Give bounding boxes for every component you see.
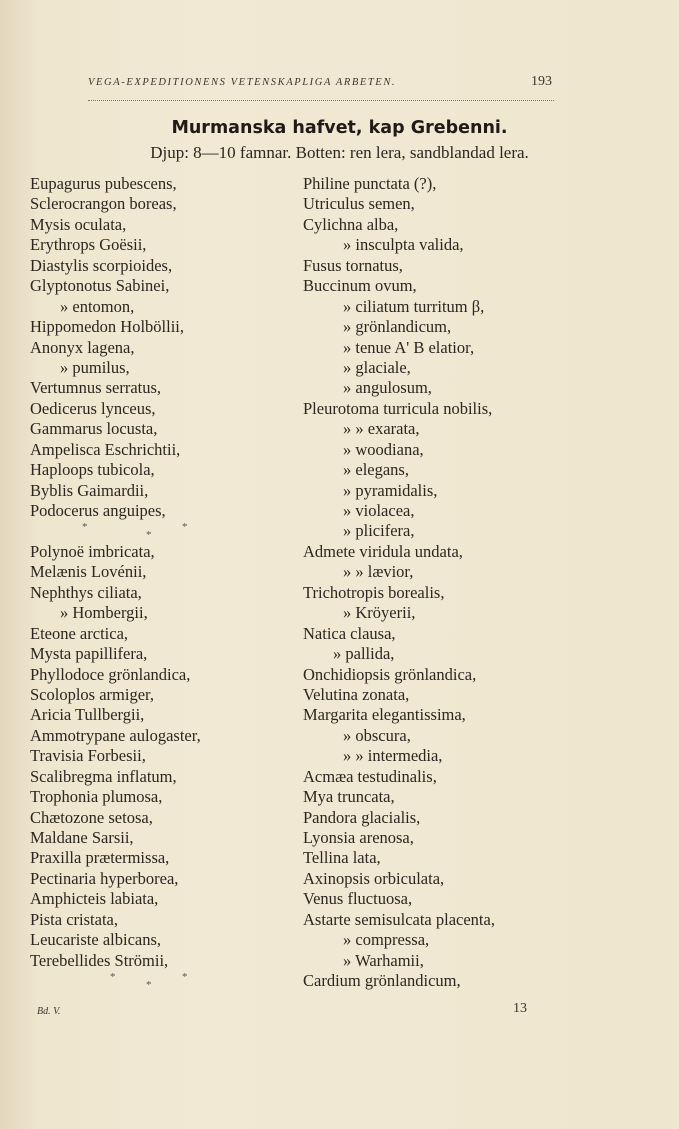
species-line: Mysta papillifera,	[30, 644, 148, 664]
species-line: Margarita elegantissima,	[303, 705, 466, 725]
species-line: Trichotropis borealis,	[303, 582, 445, 602]
species-line: Fusus tornatus,	[303, 255, 403, 275]
species-line: » Hombergii,	[60, 603, 148, 623]
species-line: Terebellides Strömii,	[30, 950, 169, 970]
species-line: Acmæa testudinalis,	[303, 766, 437, 786]
species-line: Leucariste albicans,	[30, 930, 162, 950]
asterisk: *	[146, 529, 152, 542]
header-rule	[88, 100, 554, 101]
species-line: Lyonsia arenosa,	[303, 828, 414, 847]
species-line: » » lævior,	[343, 562, 414, 582]
species-line: Maldane Sarsii,	[30, 828, 134, 847]
species-line: Glyptonotus Sabinei,	[30, 276, 170, 296]
species-line: Scoloplos armiger,	[30, 684, 154, 704]
species-line: Mya truncata,	[303, 787, 395, 807]
species-line: Travisia Forbesii,	[30, 746, 146, 766]
species-line: Buccinum ovum,	[303, 276, 417, 296]
species-line: Philine punctata (?),	[303, 174, 437, 193]
species-line: Hippomedon Holböllii,	[30, 317, 184, 337]
species-line: Aricia Tullbergii,	[30, 705, 145, 725]
species-line: » grönlandicum,	[343, 317, 452, 337]
species-line: » elegans,	[343, 460, 409, 480]
species-line: » violacea,	[343, 501, 415, 520]
species-line: Astarte semisulcata placenta,	[303, 909, 495, 929]
species-line: Pandora glacialis,	[303, 807, 421, 827]
species-line: » insculpta valida,	[343, 235, 464, 255]
species-line: » » exarata,	[343, 419, 420, 439]
species-line: Venus fluctuosa,	[303, 889, 413, 909]
species-line: Polynoë imbricata,	[30, 541, 155, 561]
species-line: » glaciale,	[343, 357, 411, 377]
species-line: » pumilus,	[60, 357, 130, 377]
species-line: Podocerus anguipes,	[30, 501, 166, 520]
species-line: Scalibregma inflatum,	[30, 766, 177, 786]
species-line: Chætozone setosa,	[30, 807, 153, 827]
species-line: Vertumnus serratus,	[30, 378, 162, 398]
running-head: VEGA-EXPEDITIONENS VETENSKAPLIGA ARBETEN.	[88, 77, 397, 88]
species-line: » Warhamii,	[343, 950, 424, 970]
species-line: Amphicteis labiata,	[30, 889, 159, 909]
species-line: » entomon,	[60, 296, 135, 316]
species-line: Pectinaria hyperborea,	[30, 868, 179, 888]
species-line: Mysis oculata,	[30, 214, 127, 234]
species-line: Cardium grönlandicum,	[303, 971, 461, 991]
species-line: » angulosum,	[343, 378, 432, 398]
section-title: Murmanska hafvet, kap Grebenni.	[171, 118, 508, 138]
species-line: » obscura,	[343, 725, 411, 745]
species-line: Erythrops Goësii,	[30, 235, 147, 255]
section-subtitle: Djup: 8—10 famnar. Botten: ren lera, sandblandad lera.	[150, 143, 529, 162]
species-line: Onchidiopsis grönlandica,	[303, 664, 477, 684]
species-line: Diastylis scorpioides,	[30, 255, 173, 275]
species-line: » woodiana,	[343, 439, 424, 459]
species-line: » Kröyerii,	[343, 603, 416, 623]
signature-mark: 13	[513, 1001, 527, 1016]
species-line: » tenue A' B elatior,	[343, 337, 475, 357]
species-line: Phyllodoce grönlandica,	[30, 664, 191, 684]
species-line: Utriculus semen,	[303, 194, 415, 214]
species-line: » ciliatum turritum β,	[343, 296, 485, 316]
species-line: Velutina zonata,	[303, 684, 410, 704]
species-line: Ammotrypane aulogaster,	[30, 725, 201, 745]
species-line: Natica clausa,	[303, 623, 396, 643]
right-species-column	[303, 174, 563, 992]
asterisk: *	[182, 971, 188, 984]
species-line: » plicifera,	[343, 521, 415, 541]
asterisk: *	[110, 971, 116, 984]
species-line: Sclerocrangon boreas,	[30, 194, 177, 214]
species-line: Anonyx lagena,	[30, 337, 135, 357]
species-line: Trophonia plumosa,	[30, 787, 163, 807]
asterisk: *	[182, 521, 188, 534]
asterisk: *	[146, 979, 152, 992]
species-line: Haploops tubicola,	[30, 460, 155, 480]
species-line: Nephthys ciliata,	[30, 582, 142, 602]
species-line: » pallida,	[333, 644, 395, 664]
species-line: Byblis Gaimardii,	[30, 480, 149, 500]
species-line: Ampelisca Eschrichtii,	[30, 439, 181, 459]
species-line: Oedicerus lynceus,	[30, 398, 156, 418]
species-line: » » intermedia,	[343, 746, 443, 766]
species-line: Admete viridula undata,	[303, 541, 463, 561]
species-line: Pleurotoma turricula nobilis,	[303, 398, 493, 418]
species-line: Pista cristata,	[30, 909, 118, 929]
species-line: Gammarus locusta,	[30, 419, 158, 439]
left-species-column	[30, 174, 260, 992]
species-line: » pyramidalis,	[343, 480, 438, 500]
species-line: Eupagurus pubescens,	[30, 174, 177, 193]
asterism-separator	[30, 971, 260, 991]
species-line: » compressa,	[343, 930, 430, 950]
species-line: Eteone arctica,	[30, 623, 129, 643]
page-number: 193	[531, 74, 552, 89]
species-line: Melænis Lovénii,	[30, 562, 147, 582]
species-line: Tellina lata,	[303, 848, 381, 868]
volume-mark: Bd. V.	[37, 1006, 61, 1017]
species-line: Axinopsis orbiculata,	[303, 868, 445, 888]
asterisk: *	[82, 521, 88, 534]
species-line: Cylichna alba,	[303, 214, 399, 234]
species-line: Praxilla prætermissa,	[30, 848, 170, 868]
asterism-separator	[30, 521, 260, 541]
